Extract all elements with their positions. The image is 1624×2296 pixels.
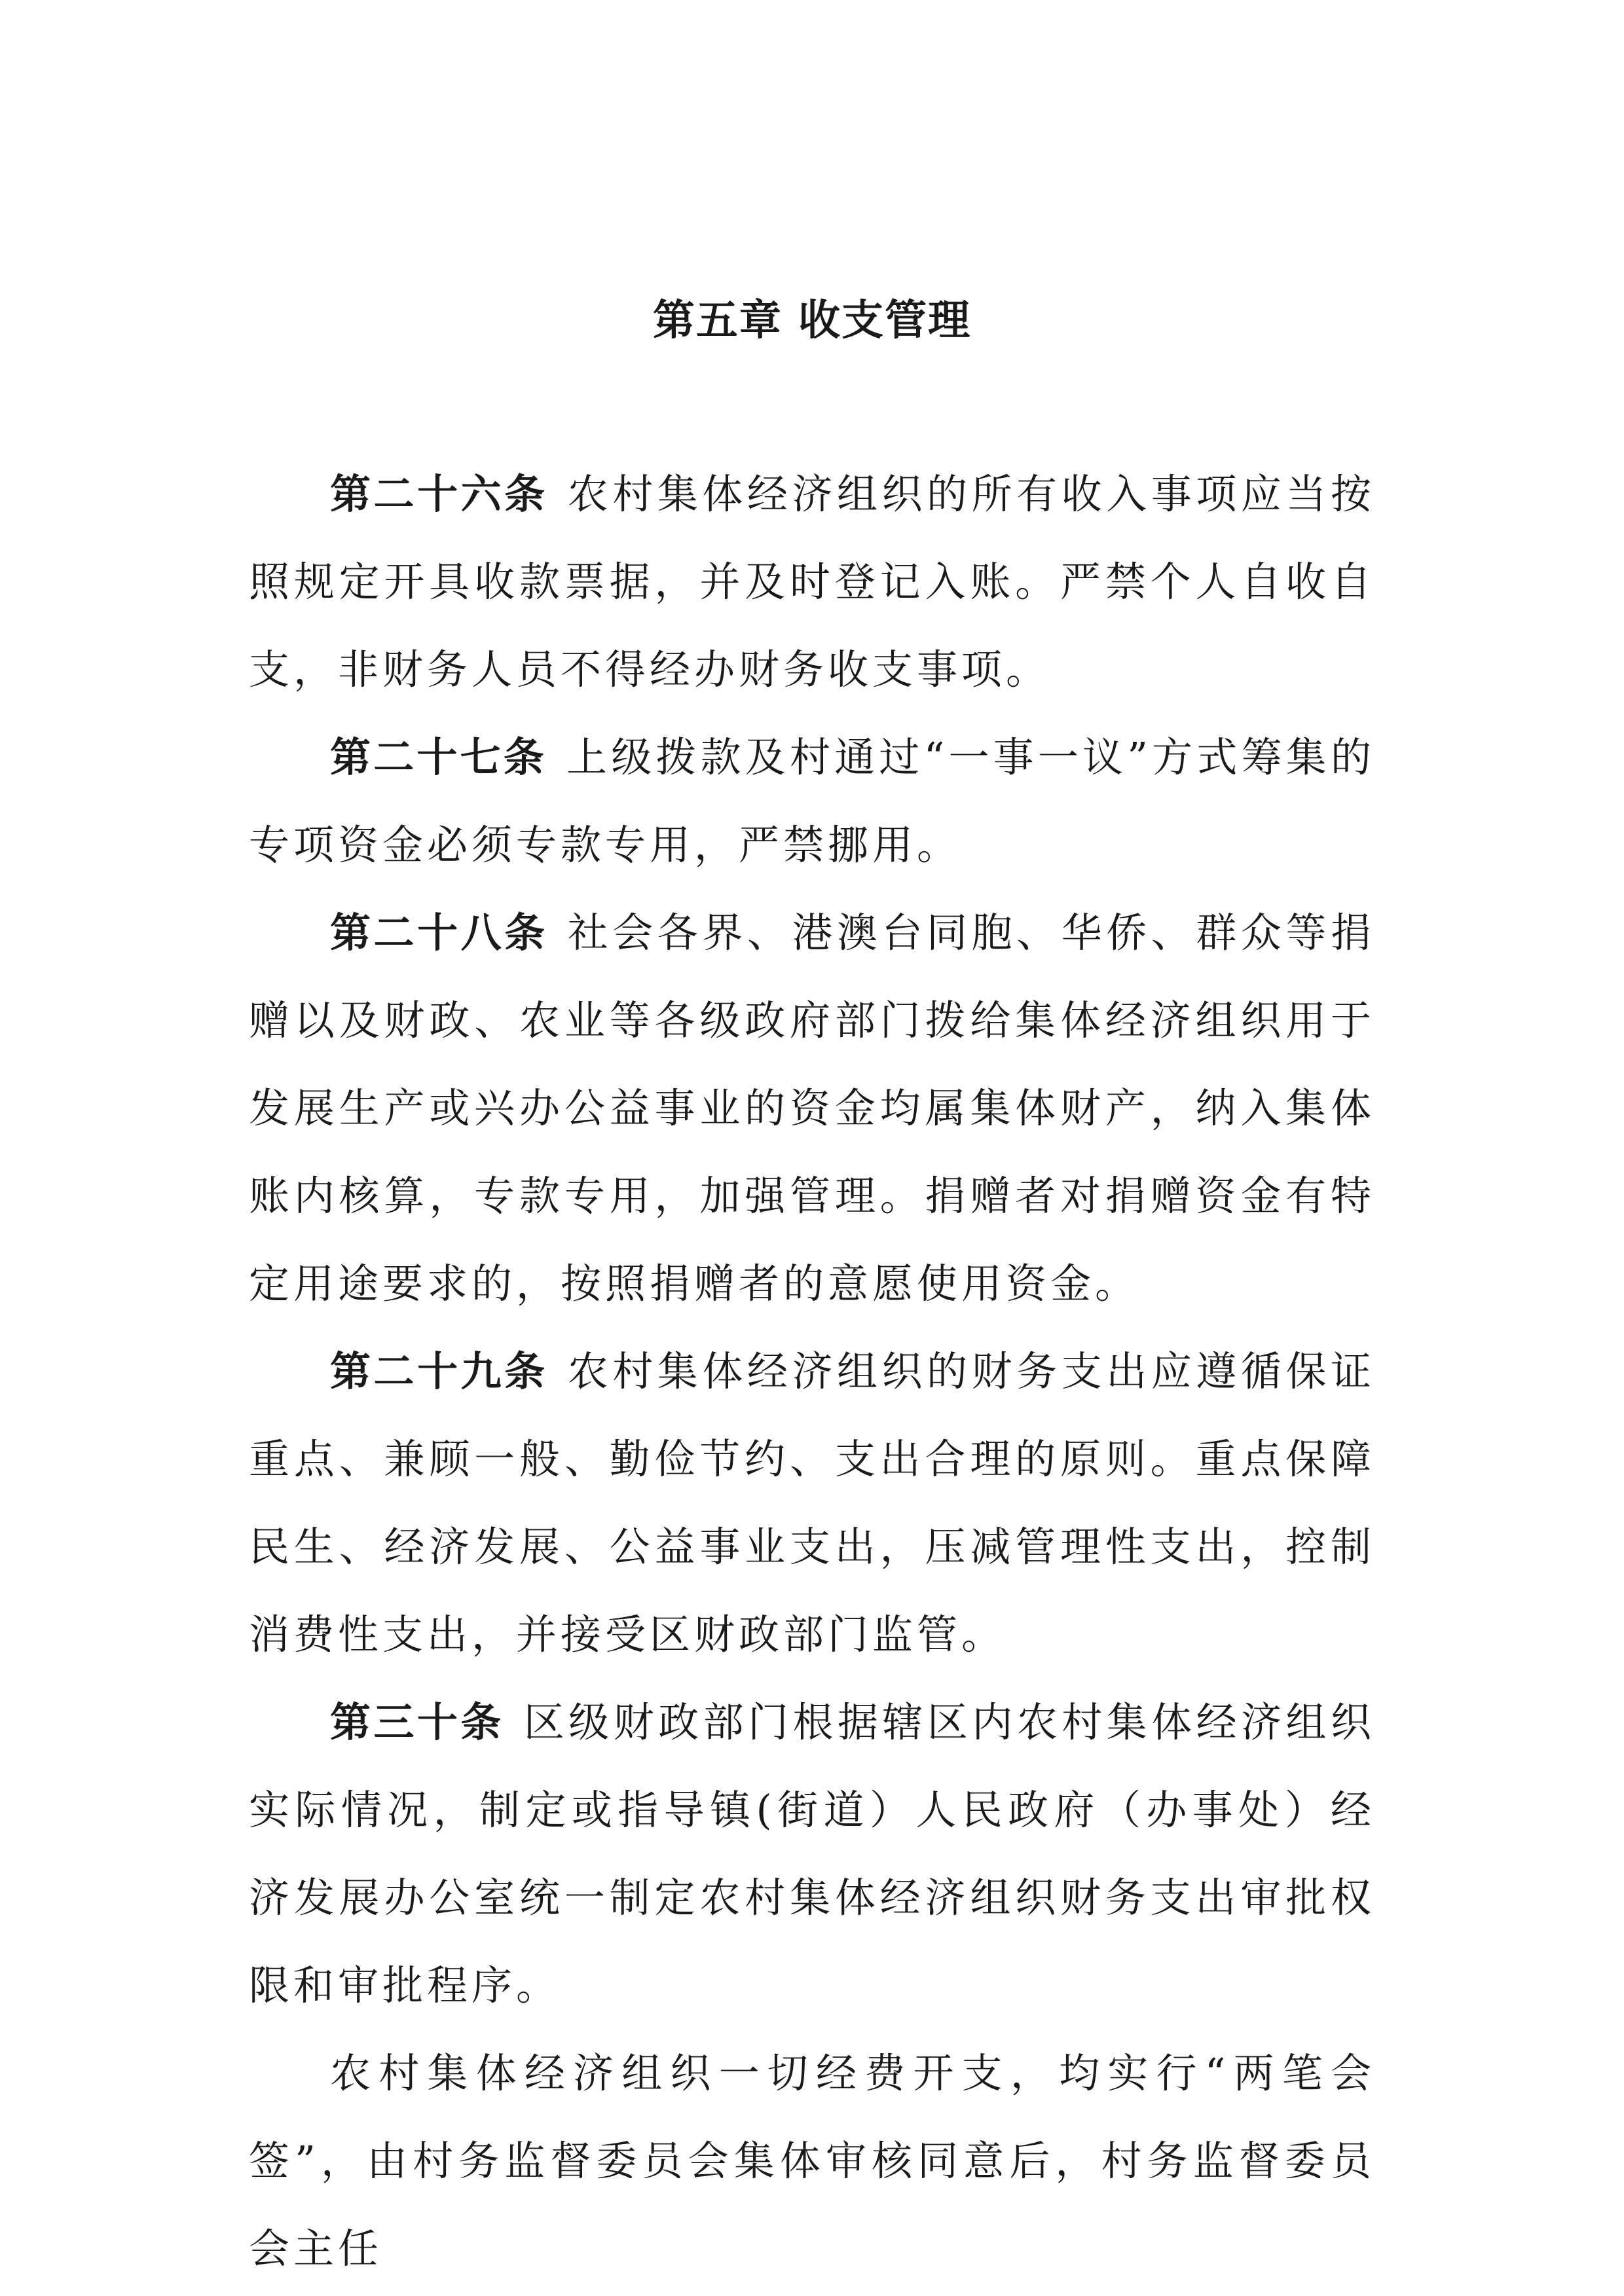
article-number: 第三十条 — [330, 1698, 504, 1746]
trailing-paragraph: 农村集体经济组织一切经费开支，均实行“两笔会签”，由村务监督委员会集体审核同意后，村务监督委员会主任 — [249, 2049, 1375, 2272]
document-body — [249, 450, 1375, 2293]
article-29 — [249, 1328, 1375, 1679]
article-number: 第二十六条 — [330, 470, 548, 518]
article-28 — [249, 889, 1375, 1328]
chapter-title: 第五章 收支管理 — [652, 297, 972, 345]
article-number: 第二十九条 — [330, 1347, 548, 1395]
article-26 — [249, 450, 1375, 714]
article-number: 第二十七条 — [330, 733, 547, 781]
article-30 — [249, 1679, 1375, 2030]
article-number: 第二十八条 — [330, 909, 548, 957]
article-27 — [249, 714, 1375, 889]
article-text: 农村集体经济组织的财务支出应遵循保证重点、兼顾一般、勤俭节约、支出合理的原则。重点保障民生、经济发展、公益事业支出，压减管理性支出，控制消费性支出，并接受区财政部门监管。 — [249, 1347, 1375, 1658]
article-text: 社会各界、港澳台同胞、华侨、群众等捐赠以及财政、农业等各级政府部门拨给集体经济组织用于发展生产或兴办公益事业的资金均属集体财产，纳入集体账内核算，专款专用，加强管理。捐赠者对捐赠资金有特定用途要求的，按照捐赠者的意愿使用资金。 — [249, 909, 1375, 1307]
article-text: 农村集体经济组织的所有收入事项应当按照规定开具收款票据，并及时登记入账。严禁个人自收自支，非财务人员不得经办财务收支事项。 — [249, 470, 1375, 693]
article-text: 上级拨款及村通过“一事一议”方式筹集的专项资金必须专款专用，严禁挪用。 — [249, 733, 1375, 869]
article-text: 区级财政部门根据辖区内农村集体经济组织实际情况，制定或指导镇(街道）人民政府（办事处）经济发展办公室统一制定农村集体经济组织财务支出审批权限和审批程序。 — [249, 1698, 1375, 2009]
